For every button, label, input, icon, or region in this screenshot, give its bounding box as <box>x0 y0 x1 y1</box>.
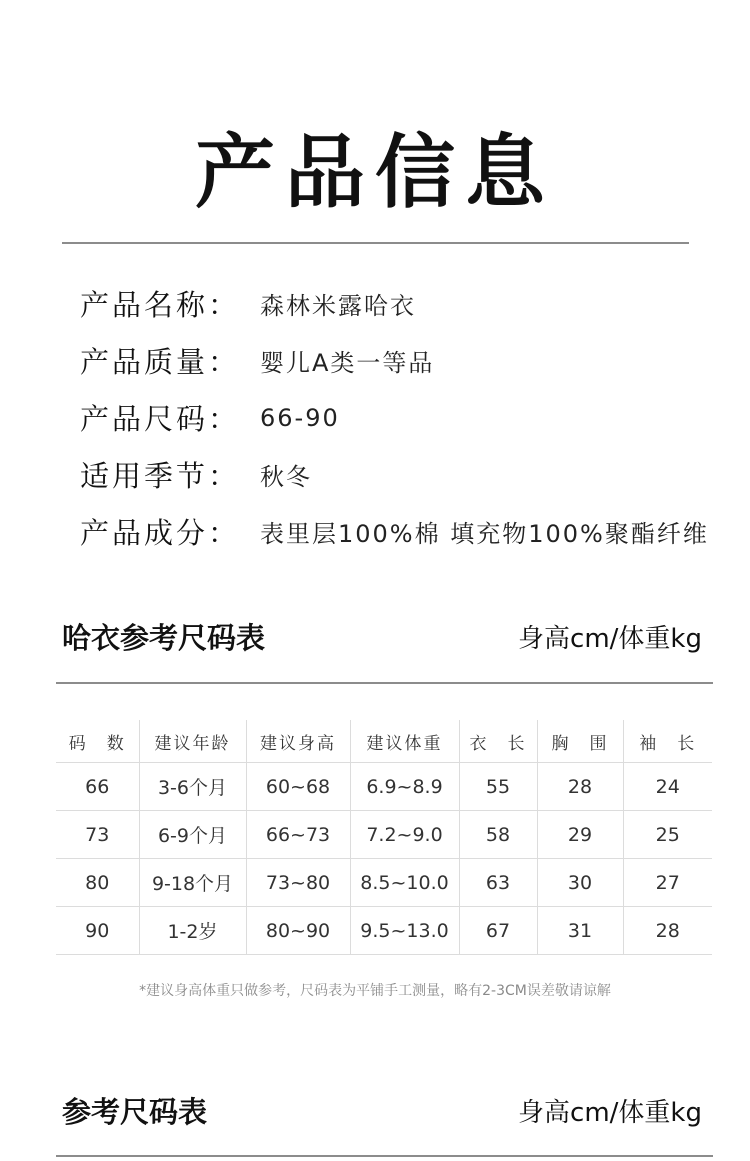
column-header: 袖 长 <box>623 720 712 763</box>
table-cell: 55 <box>459 763 537 811</box>
table-cell: 66~73 <box>246 811 350 859</box>
table-cell: 27 <box>623 859 712 907</box>
ref-chart-divider <box>56 1155 713 1157</box>
table-cell: 80 <box>56 859 139 907</box>
table-cell: 8.5~10.0 <box>350 859 459 907</box>
info-label: 适用季节： <box>80 459 241 493</box>
info-row-name <box>80 275 709 332</box>
table-cell: 7.2~9.0 <box>350 811 459 859</box>
info-row-season <box>80 446 709 503</box>
table-cell: 90 <box>56 907 139 955</box>
table-cell: 29 <box>537 811 623 859</box>
size-chart-divider <box>56 682 713 684</box>
table-row <box>56 763 712 811</box>
info-label: 产品质量： <box>80 345 241 379</box>
size-chart-title: 哈衣参考尺码表 <box>62 620 266 655</box>
column-header: 建议身高 <box>246 720 350 763</box>
table-cell: 80~90 <box>246 907 350 955</box>
ref-chart-title: 参考尺码表 <box>62 1094 208 1129</box>
table-cell: 31 <box>537 907 623 955</box>
table-cell: 60~68 <box>246 763 350 811</box>
column-header: 码 数 <box>56 720 139 763</box>
table-row <box>56 907 712 955</box>
table-cell: 28 <box>623 907 712 955</box>
table-cell: 73~80 <box>246 859 350 907</box>
ref-chart-unit: 身高cm/体重kg <box>518 1097 702 1128</box>
info-row-quality <box>80 332 709 389</box>
column-header: 胸 围 <box>537 720 623 763</box>
table-cell: 67 <box>459 907 537 955</box>
title-divider <box>62 242 689 244</box>
table-cell: 25 <box>623 811 712 859</box>
table-cell: 9-18个月 <box>139 859 246 907</box>
info-value: 秋冬 <box>260 463 312 491</box>
ref-chart-header <box>62 1090 702 1130</box>
info-row-size <box>80 389 709 446</box>
table-row <box>56 859 712 907</box>
info-value: 婴儿A类一等品 <box>260 349 435 377</box>
table-cell: 28 <box>537 763 623 811</box>
table-row <box>56 811 712 859</box>
info-row-material <box>80 503 709 560</box>
table-cell: 9.5~13.0 <box>350 907 459 955</box>
table-cell: 6-9个月 <box>139 811 246 859</box>
table-cell: 30 <box>537 859 623 907</box>
table-cell: 73 <box>56 811 139 859</box>
table-cell: 3-6个月 <box>139 763 246 811</box>
size-table <box>56 720 712 955</box>
page-title: 产品信息 <box>195 126 555 219</box>
table-header-row <box>56 720 712 763</box>
table-cell: 1-2岁 <box>139 907 246 955</box>
product-info-list <box>80 275 709 560</box>
table-cell: 63 <box>459 859 537 907</box>
info-value: 66-90 <box>260 403 340 432</box>
column-header: 建议体重 <box>350 720 459 763</box>
table-cell: 58 <box>459 811 537 859</box>
info-label: 产品成分： <box>80 516 241 550</box>
table-cell: 24 <box>623 763 712 811</box>
column-header: 建议年龄 <box>139 720 246 763</box>
size-chart-unit: 身高cm/体重kg <box>518 623 702 654</box>
size-chart-header <box>62 616 702 656</box>
column-header: 衣 长 <box>459 720 537 763</box>
info-value: 表里层100%棉 填充物100%聚酯纤维 <box>260 520 709 548</box>
size-disclaimer: *建议身高体重只做参考，尺码表为平铺手工测量，略有2-3CM误差敬请谅解 <box>139 983 611 999</box>
table-cell: 66 <box>56 763 139 811</box>
table-cell: 6.9~8.9 <box>350 763 459 811</box>
info-label: 产品尺码： <box>80 402 241 436</box>
info-label: 产品名称： <box>80 288 241 322</box>
info-value: 森林米露哈衣 <box>260 292 416 320</box>
